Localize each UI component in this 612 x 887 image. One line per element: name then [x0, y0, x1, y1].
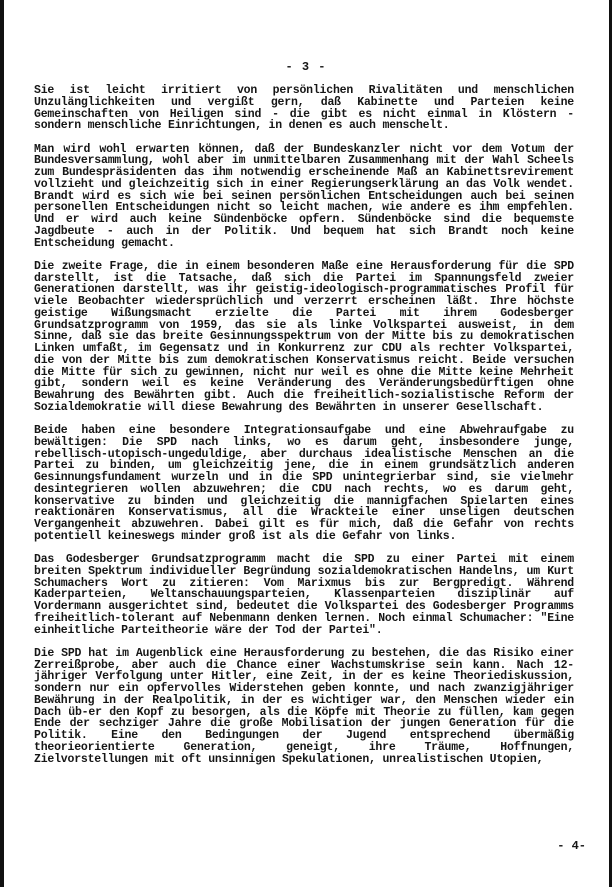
paragraph-1: Sie ist leicht irritiert von persönlichen Rivalitäten und menschlichen Unzulänglichkeiten und vergißt gern, daß Kabinette und Parteien keine Gemeinschaften von Heiligen sind - die gibt es nicht einmal in Klöstern - sondern menschliche Einrichtungen, in denen es auch menschelt. — [34, 84, 574, 133]
continuation-marker: - 4- — [557, 839, 586, 853]
page-number: - 3 - — [285, 60, 327, 74]
paragraph-5: Das Godesberger Grundsatzprogramm macht die SPD zu einer Partei mit einem breiten Spektrum individueller Begründung sozialdemokratischen Handelns, um Kurt Schumachers Wort zu zitieren: Vom Marixmus bis zur Bergpredigt. Während Kaderparteien, Weltanschauungsparteien, Klassenparteien disziplinär auf Vordermann ausgerichtet sind, bedeutet die Volkspartei des Godesberger Programms freiheitlich-tolerant auf Nebenmann denken lernen. Noch einmal Schumacher: "Eine einheitliche Parteitheorie wäre der Tod der Partei". — [34, 553, 574, 637]
paragraph-6: Die SPD hat im Augenblick eine Herausforderung zu bestehen, die das Risiko einer Zerreißprobe, aber auch die Chance einer Wachstumskrise sein kann. Nach 12-jähriger Verfolgung unter Hitler, eine Zeit, in der es keine Theoriediskussion, sondern nur ein opfervolles Widerstehen geben konnte, und nach zwanzigjähriger Bewährung in der Realpolitik, in der es wichtiger war, den Menschen wieder ein Dach üb-er den Kopf zu besorgen, als die Köpfe mit Theorie zu füllen, kam gegen Ende der sechziger Jahre die große Mobilisation der jungen Generation für die Politik. Eine den Bedingungen der Jugend entsprechend übermäßig theorieorientierte Generation, geneigt, ihre Träume, Hoffnungen, Zielvorstellungen mit oft unsinnigen Spekulationen, unrealistischen Utopien, — [34, 646, 574, 766]
scan-border-left — [0, 0, 4, 887]
paragraph-3: Die zweite Frage, die in einem besonderen Maße eine Herausforderung für die SPD darstellt, ist die Tatsache, daß sich die Partei im Spannungsfeld zweier Generationen darstellt, was ihr geistig-ideologisch-programmatisches Profil für viele Beobachter wiedersprüchlich und verzerrt erscheinen läßt. Ihre höchste geistige Wißungsmacht erzielte die Partei mit ihrem Godesberger Grundsatzprogramm von 1959, das sie als linke Volkspartei ausweist, in dem Sinne, daß sie das breite Gesinnungsspektrum von der Mitte bis zu demokratischen Linken umfaßt, im Gegensatz und in Konkurrenz zur CDU als rechter Volkspartei, die von der Mitte bis zum demokratischen Konservatismus reicht. Beide versuchen die Mitte für sich zu gewinnen, nicht nur weil es ohne die Mitte keine Mehrheit gibt, sondern weil es keine Veränderung des Veränderungsbedürftigen ohne Bewahrung des Bewährten gibt. Auch die freiheitlich-sozialistische Reform der Sozialdemokratie will diese Bewahrung des Bewährten in unserer Gesellschaft. — [34, 259, 574, 414]
paragraph-2: Man wird wohl erwarten können, daß der Bundeskanzler nicht vor dem Votum der Bundesversammlung, wohl aber im unmittelbaren Zusammenhang mit der Wahl Scheels zum Bundespräsidenten das ihm notwendig erscheinende Maß an Kabinettsrevirement vollzieht und gleichzeitig sich in einer Regierungserklärung an das Volk wendet. Brandt wird es sich wie bei seinen persönlichen Entscheidungen auch bei seinen personellen Entscheidungen nicht so leicht machen, wie andere es ihm empfehlen. Und er wird auch keine Sündenböcke opfern. Sündenböcke sind die bequemste Jagdbeute - auch in der Politik. Und bequem hat sich Brandt noch keine Entscheidung gemacht. — [34, 142, 574, 250]
paragraph-4: Beide haben eine besondere Integrationsaufgabe und eine Abwehraufgabe zu bewältigen: Die SPD nach links, wo es darum geht, insbesondere junge, rebellisch-utopisch-ungeduldige, aber durchaus idealistische Menschen an die Partei zu binden, um gleichzeitig jene, die in einem grundsätzlich anderen Gesinnungsfundament wurzeln und in die SPD unintegrierbar sind, sie vielmehr desintegrieren wollen abzuwehren; die CDU nach rechts, wo es darum geht, konservative zu binden und gleichzeitig die mannigfachen Spielarten eines reaktionären Konservatismus, all die Wrackteile einer unseligen deutschen Vergangenheit abzuwehren. Dabei gilt es für mich, daß die Gefahr von rechts potentiell keineswegs minder groß ist als die Gefahr von links. — [34, 424, 574, 543]
document-body — [34, 85, 574, 777]
